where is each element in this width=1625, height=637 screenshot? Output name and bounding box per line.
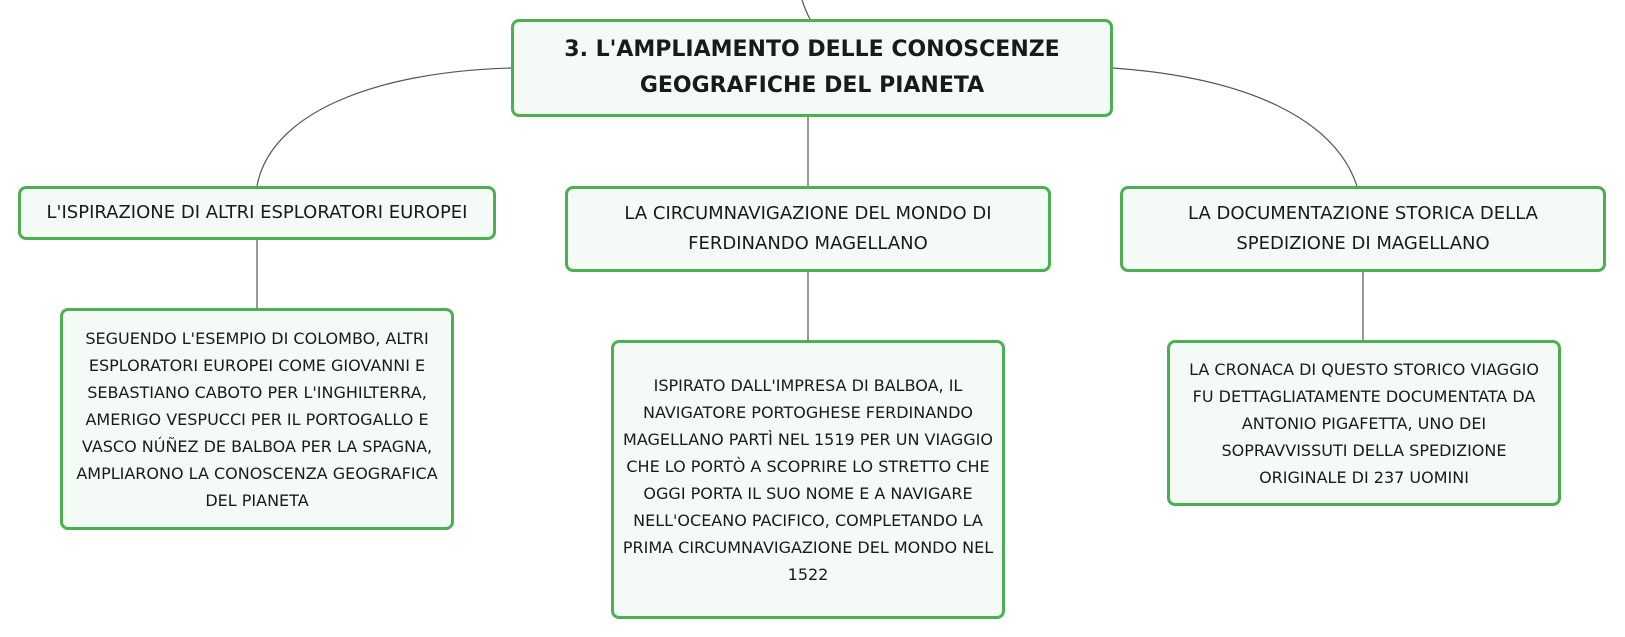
connector-root-to-branch-3 bbox=[1113, 68, 1357, 186]
detail-text: ISPIRATO DALL'IMPRESA DI BALBOA, IL NAVIGATORE PORTOGHESE FERDINANDO MAGELLANO PARTÌ NEL 1519 PER UN VIAGGIO CHE LO PORTÒ A SCOPRIRE LO STRETTO CHE OGGI PORTA IL SUO NOME E A NAVIGARE NELL'OCEANO PACIFICO, COMPLETANDO LA PRIMA CIRCUMNAVIGAZIONE DEL MONDO NEL 1522 bbox=[622, 375, 994, 584]
detail-node-documentation[interactable] bbox=[1167, 340, 1561, 506]
root-topic-node[interactable] bbox=[511, 19, 1113, 117]
connector-root-to-branch-1 bbox=[257, 68, 511, 186]
root-topic-title: 3. L'AMPLIAMENTO DELLE CONOSCENZE GEOGRAFICHE DEL PIANETA bbox=[564, 37, 1060, 98]
branch-label: L'ISPIRAZIONE DI ALTRI ESPLORATORI EUROPEI bbox=[46, 202, 468, 223]
branch-label: LA DOCUMENTAZIONE STORICA DELLA SPEDIZIONE DI MAGELLANO bbox=[1188, 203, 1538, 254]
branch-node-documentation[interactable] bbox=[1120, 186, 1606, 272]
branch-node-inspiration[interactable] bbox=[18, 186, 496, 240]
detail-node-inspiration[interactable] bbox=[60, 308, 454, 530]
detail-text: LA CRONACA DI QUESTO STORICO VIAGGIO FU DETTAGLIATAMENTE DOCUMENTATA DA ANTONIO PIGAFETTA, UNO DEI SOPRAVVISSUTI DELLA SPEDIZIONE ORIGINALE DI 237 UOMINI bbox=[1189, 359, 1539, 487]
branch-node-circumnavigation[interactable] bbox=[565, 186, 1051, 272]
detail-text: SEGUENDO L'ESEMPIO DI COLOMBO, ALTRI ESPLORATORI EUROPEI COME GIOVANNI E SEBASTIANO CABOTO PER L'INGHILTERRA, AMERIGO VESPUCCI PER IL PORTOGALLO E VASCO NÚÑEZ DE BALBOA PER LA SPAGNA, AMPLIARONO LA CONOSCENZA GEOGRAFICA DEL PIANETA bbox=[76, 328, 438, 510]
connector-from-parent bbox=[802, 0, 810, 19]
detail-node-circumnavigation[interactable] bbox=[611, 340, 1005, 619]
branch-label: LA CIRCUMNAVIGAZIONE DEL MONDO DI FERDINANDO MAGELLANO bbox=[624, 203, 992, 254]
